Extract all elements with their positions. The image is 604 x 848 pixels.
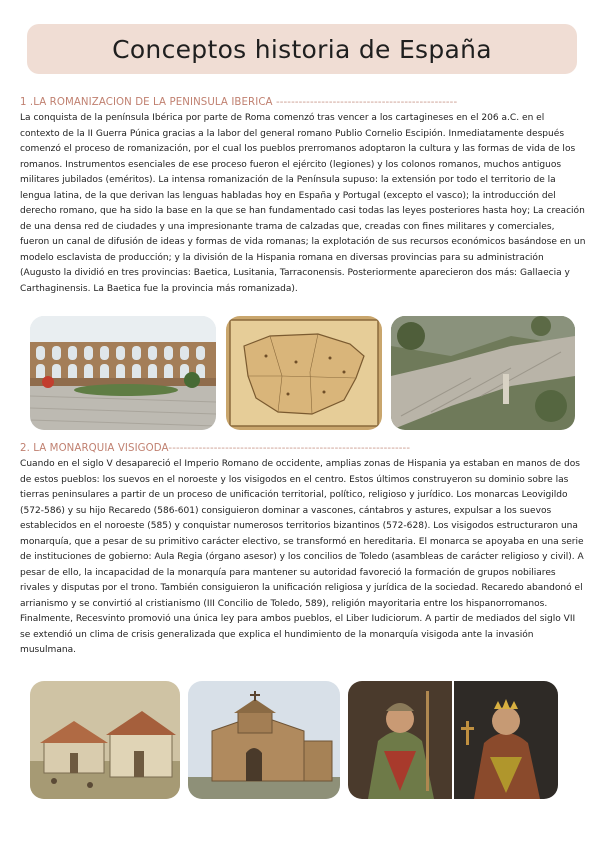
page-title: Conceptos historia de España bbox=[112, 34, 492, 64]
roman-road-photo bbox=[391, 316, 575, 430]
hispania-map-photo bbox=[226, 316, 382, 430]
heading-dashes: ------------------------------------------------ bbox=[275, 97, 458, 108]
title-banner bbox=[27, 24, 577, 74]
paragraph-visigoda: Cuando en el siglo V desapareció el Imperio Romano de occidente, amplias zonas de Hispania ya estaban en manos de dos de estos pueblos: los suevos en el noroeste y los visigodos en el centro. Estos últimos construyeron su dominio sobre las tierras peninsulares a partir de un proceso de unificación territorial, político, religioso y jurídico. Los monarcas Leovigildo (572-586) y su hijo Recaredo (586-601) consiguieron dominar a vascones, cántabros y astures, expulsar a los suevos establecidos en el noroeste (585) y conquistar numerosos territorios bizantinos (572-628). Los visigodos estructuraron una monarquía, que a pesar de su primitivo carácter electivo, se transformó en hereditaria. El monarca se apoyaba en una serie de instituciones de gobierno: Aula Regia (órgano asesor) y los concilios de Toledo (asambleas de carácter religioso y civil). A pesar de ello, la incapacidad de la monarquía para mantener su autoridad favoreció la formación de grupos nobiliares rivales y disputas por el trono. También consiguieron la unificación religiosa y jurídica de la sociedad. Recaredo abandonó el arrianismo y se convirtió al cristianismo (III Concilio de Toledo, 589), religión mayoritaria entre los hispanorromanos. Finalmente, Recesvinto promovió una única ley para ambos pueblos, el Liber Iudiciorum. A partir de mediados del siglo VII se extendió un clima de crisis generalizada que explica el hundimiento de la monarquía visigoda ante la invasión musulmana. bbox=[20, 459, 584, 655]
section-heading-visigoda bbox=[20, 443, 590, 454]
visigothic-church-photo bbox=[188, 681, 340, 799]
section-heading-text: 2. LA MONARQUÍA VISIGODA bbox=[20, 443, 169, 454]
section-heading-romanizacion bbox=[20, 97, 590, 108]
paragraph-romanizacion: La conquista de la península Ibérica por parte de Roma comenzó tras vencer a los cartagineses en el 206 a.C. en el contexto de la II Guerra Púnica gracias a la labor del general romano Publio Cornelio Escipión. Inmediatamente después comenzó el proceso de romanización, por el cual los pueblos prerromanos adoptaron la cultura y las formas de vida de los romanos. Instrumentos esenciales de ese proceso fueron el ejército (legiones) y los colonos romanos, muchos antiguos militares jubilados (eméritos). La intensa romanización de la Península supuso: la extensión por todo el territorio de la lengua latina, de la que derivan las lenguas habladas hoy en España y Portugal (excepto el vasco); la introducción del derecho romano, que ha sido la base en la que se han fundamentado casi todas las leyes posteriores hasta hoy; La creación de una densa red de ciudades y una impresionante trama de calzadas que, creadas con fines militares y comerciales, fueron un canal de difusión de ideas y formas de vida romanas; la explotación de sus recursos económicos basándose en un modelo esclavista de producción; y la división de la Hispania romana en diversas provincias para su administración (Augusto la dividió en tres provincias: Baetica, Lusitania, Tarraconensis. Posteriormente aparecieron dos más: Gallaecia y Carthaginensis. La Baetica fue la provincia más romanizada). bbox=[20, 113, 586, 294]
visigothic-kings-paintings bbox=[348, 681, 558, 799]
visigothic-village-illustration bbox=[30, 681, 180, 799]
heading-dashes: ---------------------------------------------------------------- bbox=[168, 443, 411, 454]
section-heading-text: 1 .LA ROMANIZACIÓN DE LA PENÍNSULA IBÉRICA bbox=[20, 97, 276, 108]
aqueduct-photo bbox=[30, 316, 216, 430]
